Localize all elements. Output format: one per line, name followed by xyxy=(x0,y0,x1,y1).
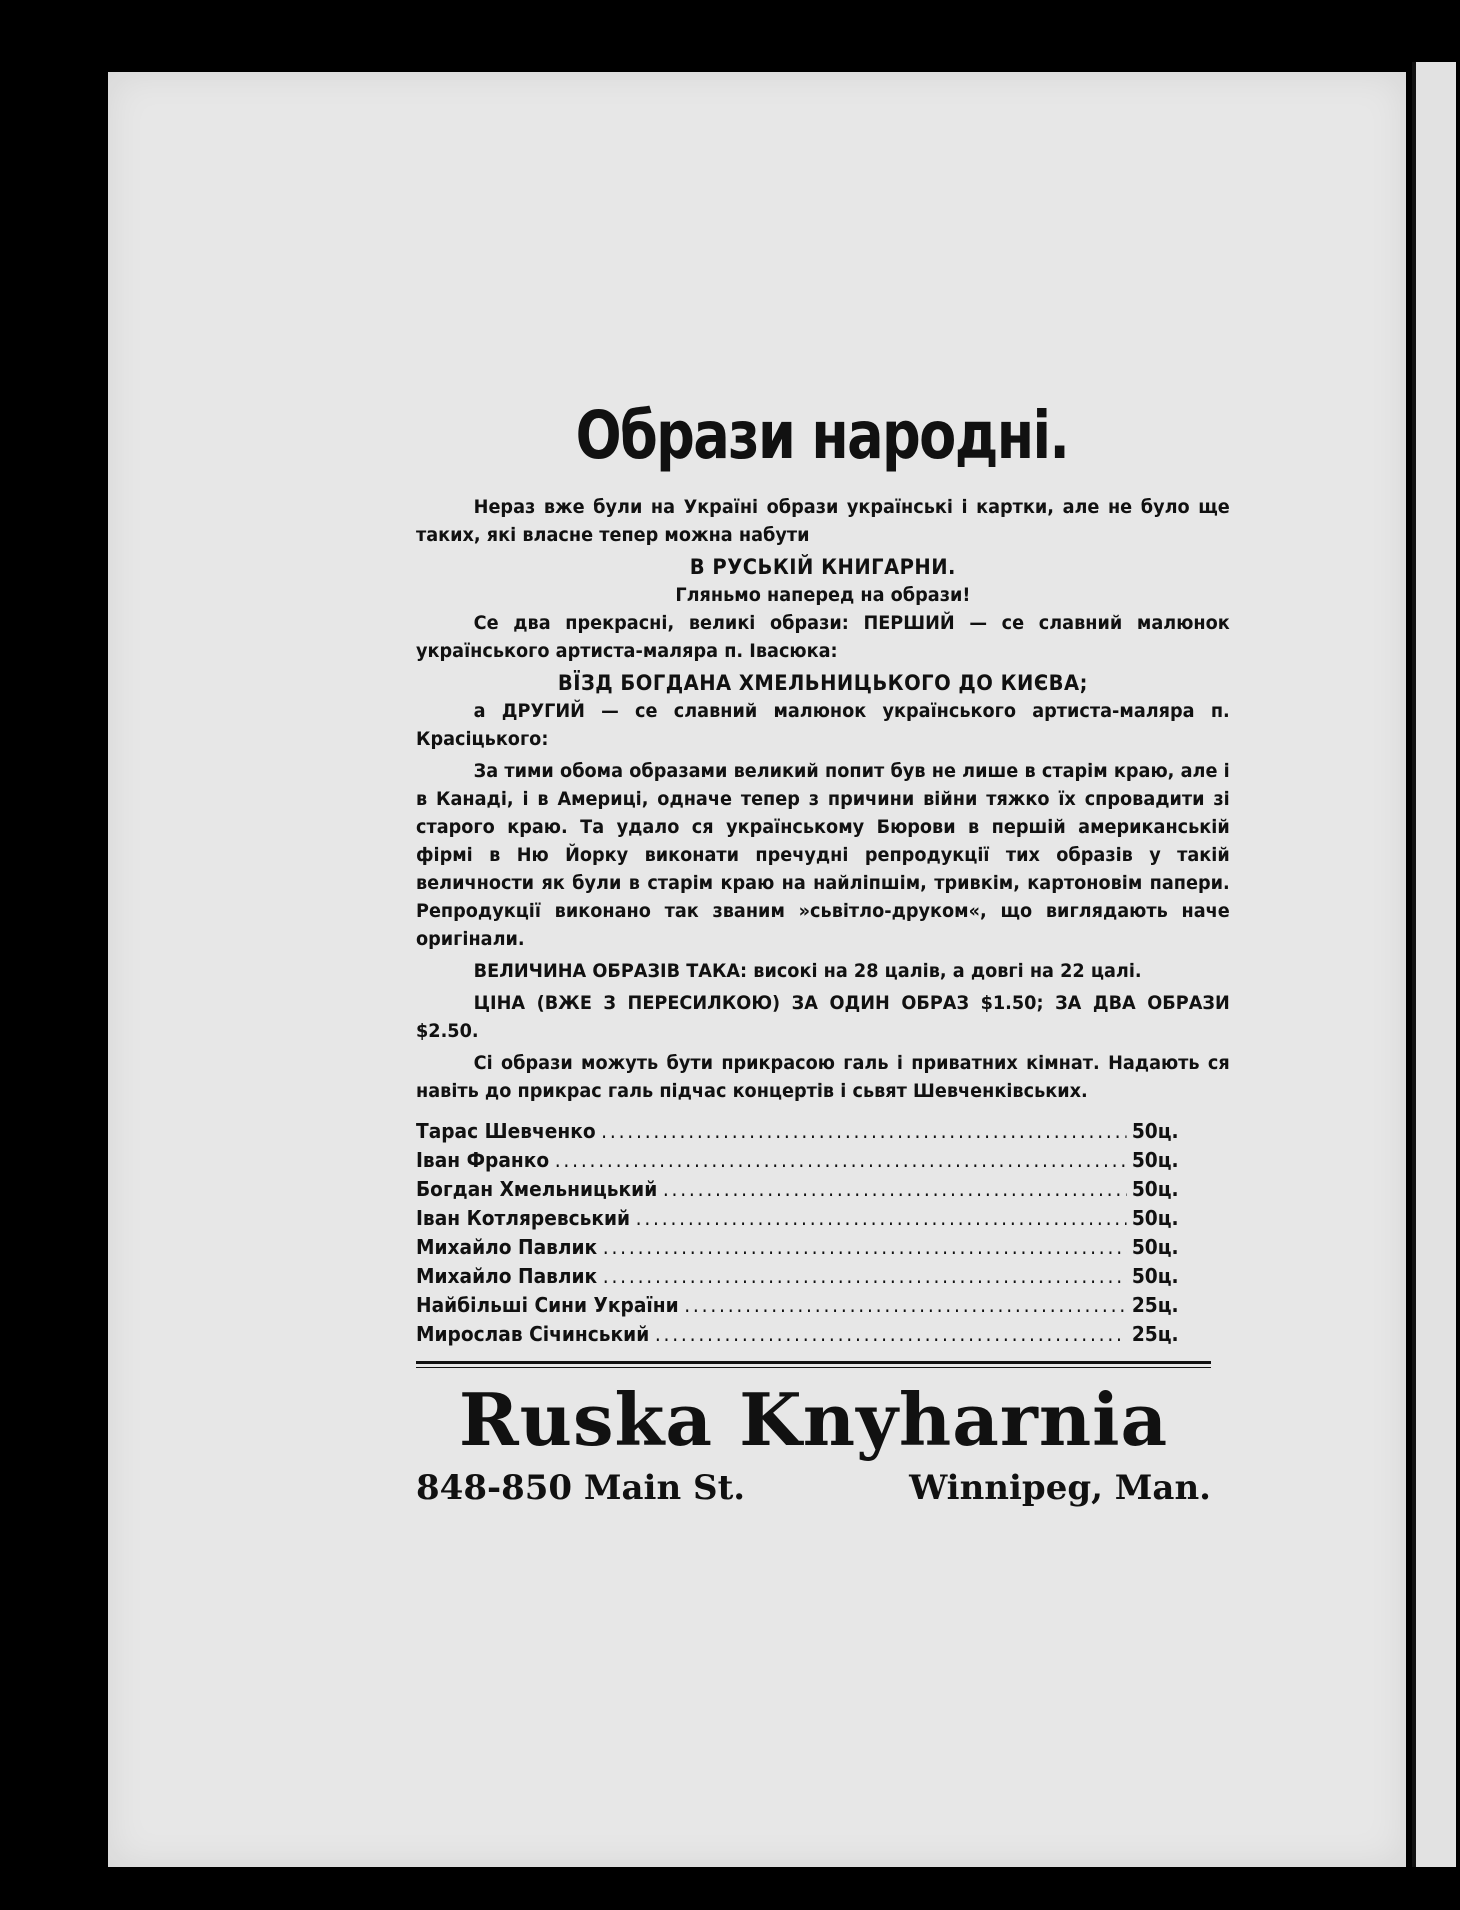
list-item xyxy=(416,1262,1179,1291)
size-paragraph: ВЕЛИЧИНА ОБРАЗІВ ТАКА: високі на 28 цалів, а довгі на 22 цалі. xyxy=(473,959,1142,982)
store-name: Ruska Knyharnia xyxy=(458,1376,1169,1462)
item-name: Богдан Хмельницький xyxy=(416,1176,658,1201)
store-address-line xyxy=(416,1468,1211,1508)
look-ahead-line: Гляньмо наперед на образи! xyxy=(675,583,971,606)
item-name: Найбільші Сини України xyxy=(416,1292,679,1317)
item-name: Михайло Павлик xyxy=(416,1234,598,1259)
second-image-paragraph: а ДРУГИЙ — се славний малюнок українського артиста-маляра п. Красіцького: xyxy=(416,699,1230,750)
two-images-paragraph: Се два прекрасні, великі образи: ПЕРШИЙ — се славний малюнок українського артиста-маляра п. Івасюка: xyxy=(416,611,1230,662)
dot-leader xyxy=(684,1291,1126,1320)
item-price: 25ц. xyxy=(1131,1292,1179,1317)
divider-rule xyxy=(416,1361,1211,1368)
item-price: 50ц. xyxy=(1131,1205,1179,1230)
dot-leader xyxy=(555,1146,1127,1175)
dot-leader xyxy=(636,1204,1127,1233)
portrait-price-list xyxy=(416,1117,1179,1349)
demand-paragraph: За тими обома образами великий попит був не лише в старім краю, але і в Канаді, і в Америці, одначе тепер з причини війни тяжко їх спровадити зі старого краю. Та удало ся українському Бюрови в першій американській фірмі в Ню Йорку виконати пречудні репродукції тих образів у такій величности як були в старім краю на найліпшім, тривкім, картоновім папери. Репродукції виконано так званим »сьвітло-друком«, що виглядають наче оригінали. xyxy=(416,759,1230,950)
list-item xyxy=(416,1204,1179,1233)
item-name: Михайло Павлик xyxy=(416,1263,598,1288)
list-item xyxy=(416,1320,1179,1349)
item-price: 50ц. xyxy=(1131,1118,1179,1143)
list-item xyxy=(416,1175,1179,1204)
item-name: Тарас Шевченко xyxy=(416,1118,596,1143)
image-one-title: ВЇЗД БОГДАНА ХМЕЛЬНИЦЬКОГО ДО КИЄВА; xyxy=(557,670,1088,695)
dot-leader xyxy=(603,1233,1127,1262)
item-price: 25ц. xyxy=(1131,1321,1179,1346)
list-item xyxy=(416,1291,1179,1320)
advertisement xyxy=(416,397,1230,1508)
street-address: 848-850 Main St. xyxy=(416,1467,746,1508)
item-name: Мирослав Січинський xyxy=(416,1321,650,1346)
dot-leader xyxy=(603,1262,1127,1291)
adjacent-page-edge xyxy=(1412,62,1456,1867)
item-price: 50ц. xyxy=(1131,1234,1179,1259)
item-name: Іван Франко xyxy=(416,1147,550,1172)
dot-leader xyxy=(663,1175,1126,1204)
decor-paragraph: Сі образи можуть бути прикрасою галь і приватних кімнат. Надають ся навіть до прикрас галь підчас концертів і сьвят Шевченківських. xyxy=(416,1051,1230,1102)
list-item xyxy=(416,1146,1179,1175)
list-item xyxy=(416,1233,1179,1262)
item-price: 50ц. xyxy=(1131,1176,1179,1201)
item-name: Іван Котляревський xyxy=(416,1205,631,1230)
ad-body xyxy=(416,493,1230,1349)
list-item xyxy=(416,1117,1179,1146)
intro-paragraph: Нераз вже були на Україні образи українські і картки, але не було ще таких, які власне тепер можна набути xyxy=(416,495,1230,546)
dot-leader xyxy=(655,1320,1126,1349)
dot-leader xyxy=(601,1117,1126,1146)
city: Winnipeg, Man. xyxy=(909,1467,1211,1508)
item-price: 50ц. xyxy=(1131,1263,1179,1288)
item-price: 50ц. xyxy=(1131,1147,1179,1172)
store-heading: В РУСЬКІЙ КНИГАРНИ. xyxy=(689,554,956,579)
ad-title: Образи народні. xyxy=(575,397,1069,474)
price-paragraph: ЦІНА (ВЖЕ З ПЕРЕСИЛКОЮ) ЗА ОДИН ОБРАЗ $1.50; ЗА ДВА ОБРАЗИ $2.50. xyxy=(416,991,1230,1042)
